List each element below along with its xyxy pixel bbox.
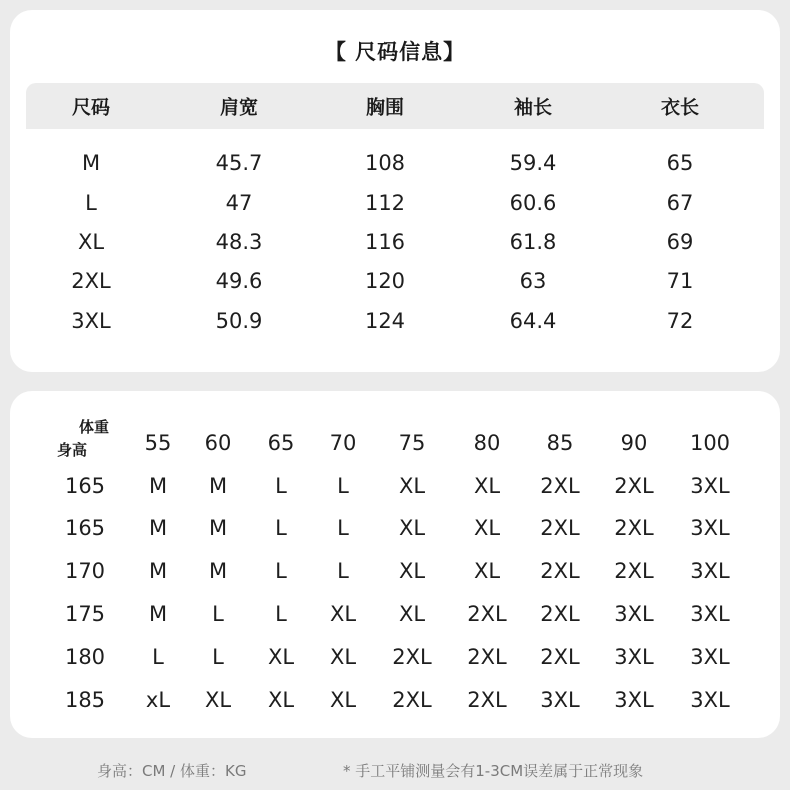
weight-header-cell: 55 xyxy=(144,431,172,455)
recommend-size-cell: XL xyxy=(329,688,357,712)
recommend-size-cell: XL xyxy=(398,559,426,583)
size-table-cell: M xyxy=(81,151,101,175)
size-table-cell: 63 xyxy=(519,269,547,293)
size-table-cell: 2XL xyxy=(71,269,111,293)
recommend-size-cell: L xyxy=(337,516,349,540)
size-header-cell: 尺码 xyxy=(71,96,111,119)
recommend-size-cell: L xyxy=(275,559,287,583)
size-table-cell: 61.8 xyxy=(509,230,557,254)
recommend-size-cell: 2XL xyxy=(540,645,580,669)
height-cell: 165 xyxy=(64,516,106,540)
size-table-cell: 3XL xyxy=(71,309,111,333)
recommend-size-cell: XL xyxy=(473,474,501,498)
weight-header-cell: 70 xyxy=(329,431,357,455)
size-table-cell: 116 xyxy=(364,230,406,254)
recommend-size-cell: 3XL xyxy=(614,645,654,669)
size-header-cell: 胸围 xyxy=(365,96,405,119)
size-table-cell: 112 xyxy=(364,191,406,215)
size-table-cell: 108 xyxy=(364,151,406,175)
recommend-size-cell: M xyxy=(208,474,228,498)
corner-height-label: 身高 xyxy=(57,441,88,459)
size-table-cell: 49.6 xyxy=(215,269,263,293)
recommend-size-cell: XL xyxy=(398,602,426,626)
weight-header-cell: 60 xyxy=(204,431,232,455)
recommend-size-cell: L xyxy=(337,559,349,583)
recommend-size-cell: XL xyxy=(398,516,426,540)
weight-header-cell: 85 xyxy=(546,431,574,455)
recommend-size-cell: 2XL xyxy=(392,688,432,712)
recommend-size-cell: L xyxy=(337,474,349,498)
recommend-size-cell: XL xyxy=(267,688,295,712)
units-note: 身高：CM / 体重：KG xyxy=(97,762,247,780)
recommend-size-cell: 3XL xyxy=(614,688,654,712)
height-cell: 175 xyxy=(64,602,106,626)
recommend-size-cell: 3XL xyxy=(690,516,730,540)
recommend-size-cell: 2XL xyxy=(467,602,507,626)
recommend-size-cell: M xyxy=(148,516,168,540)
recommend-size-cell: 2XL xyxy=(540,474,580,498)
recommend-size-cell: xL xyxy=(145,688,171,712)
recommend-size-cell: XL xyxy=(267,645,295,669)
height-cell: 180 xyxy=(64,645,106,669)
recommend-size-cell: L xyxy=(275,474,287,498)
recommend-size-cell: XL xyxy=(473,516,501,540)
recommend-size-cell: XL xyxy=(329,645,357,669)
weight-header-cell: 80 xyxy=(473,431,501,455)
size-table-cell: XL xyxy=(77,230,105,254)
recommend-size-cell: 3XL xyxy=(540,688,580,712)
size-table-cell: 72 xyxy=(666,309,694,333)
recommend-size-cell: M xyxy=(208,559,228,583)
size-table-cell: 65 xyxy=(666,151,694,175)
recommend-size-cell: L xyxy=(152,645,164,669)
size-table-cell: 60.6 xyxy=(509,191,557,215)
size-table-cell: 45.7 xyxy=(215,151,263,175)
corner-weight-label: 体重 xyxy=(79,418,110,436)
height-cell: 185 xyxy=(64,688,106,712)
recommend-size-cell: L xyxy=(212,645,224,669)
recommend-size-cell: 2XL xyxy=(540,516,580,540)
size-table-cell: 59.4 xyxy=(509,151,557,175)
size-header-cell: 肩宽 xyxy=(219,96,259,119)
height-cell: 170 xyxy=(64,559,106,583)
recommend-size-cell: M xyxy=(208,516,228,540)
size-table-cell: 50.9 xyxy=(215,309,263,333)
recommend-size-cell: 2XL xyxy=(614,474,654,498)
recommend-size-cell: L xyxy=(275,602,287,626)
recommend-size-cell: XL xyxy=(204,688,232,712)
measurement-note: * 手工平铺测量会有1-3CM误差属于正常现象 xyxy=(343,762,644,780)
recommend-size-cell: 3XL xyxy=(690,559,730,583)
size-table-cell: 67 xyxy=(666,191,694,215)
recommend-size-cell: XL xyxy=(473,559,501,583)
size-header-cell: 衣长 xyxy=(660,96,700,119)
recommend-size-cell: 3XL xyxy=(690,602,730,626)
recommend-size-cell: 2XL xyxy=(540,602,580,626)
recommend-size-cell: M xyxy=(148,559,168,583)
size-table-cell: 48.3 xyxy=(215,230,263,254)
recommend-size-cell: 2XL xyxy=(392,645,432,669)
size-recommend-card xyxy=(10,391,780,738)
recommend-size-cell: L xyxy=(212,602,224,626)
size-info-card xyxy=(10,10,780,372)
recommend-size-cell: 3XL xyxy=(690,688,730,712)
size-table-cell: 47 xyxy=(225,191,253,215)
recommend-size-cell: XL xyxy=(398,474,426,498)
weight-header-cell: 90 xyxy=(620,431,648,455)
recommend-size-cell: 3XL xyxy=(690,645,730,669)
size-info-title: 【 尺码信息】 xyxy=(324,40,466,64)
recommend-size-cell: 3XL xyxy=(614,602,654,626)
recommend-size-cell: 2XL xyxy=(467,645,507,669)
recommend-size-cell: 2XL xyxy=(614,559,654,583)
size-table-cell: 71 xyxy=(666,269,694,293)
size-table-cell: 120 xyxy=(364,269,406,293)
recommend-size-cell: M xyxy=(148,474,168,498)
height-cell: 165 xyxy=(64,474,106,498)
recommend-size-cell: M xyxy=(148,602,168,626)
size-table-cell: 64.4 xyxy=(509,309,557,333)
recommend-size-cell: 2XL xyxy=(467,688,507,712)
recommend-size-cell: 2XL xyxy=(540,559,580,583)
size-header-cell: 袖长 xyxy=(513,96,553,119)
size-table-cell: L xyxy=(85,191,97,215)
size-table-cell: 124 xyxy=(364,309,406,333)
recommend-size-cell: L xyxy=(275,516,287,540)
weight-header-cell: 65 xyxy=(267,431,295,455)
recommend-size-cell: XL xyxy=(329,602,357,626)
weight-header-cell: 75 xyxy=(398,431,426,455)
weight-header-cell: 100 xyxy=(689,431,731,455)
recommend-size-cell: 2XL xyxy=(614,516,654,540)
recommend-size-cell: 3XL xyxy=(690,474,730,498)
size-table-cell: 69 xyxy=(666,230,694,254)
